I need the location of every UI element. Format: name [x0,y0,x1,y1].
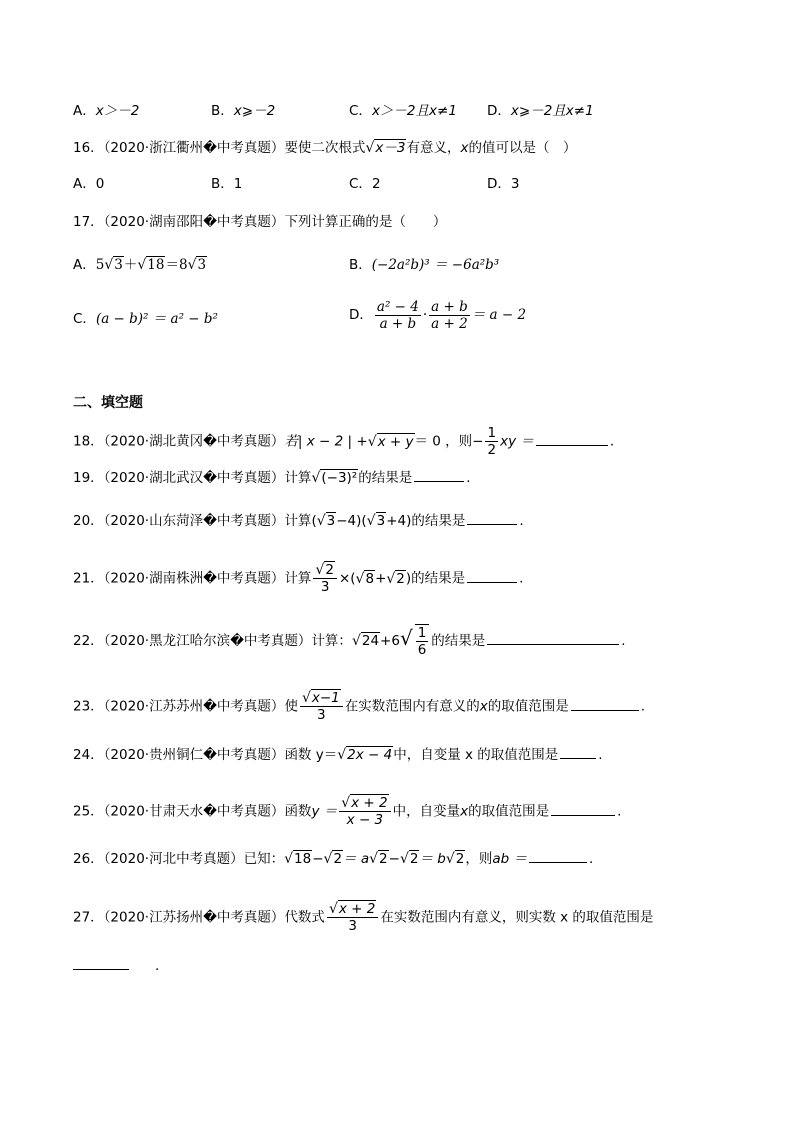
q17-option-d [349,299,526,332]
question-text: 计算 [284,570,312,587]
option-value: x＞－2 [95,103,140,119]
option-value: x⩾－2且x≠1 [510,103,594,119]
denominator: 6 [417,642,427,658]
fraction [429,299,470,332]
expression-part: +6 [380,633,400,649]
sqrt-expression: √x + y [367,433,414,450]
question-source: （2020·甘肃天水�中考真题） [103,803,285,820]
sqrt-expression: √24 [351,633,380,649]
answer-blank[interactable] [73,955,129,970]
question-text: 要使二次根式 [284,140,366,156]
question-25 [73,795,621,828]
question-source: （2020·湖南邵阳�中考真题） [103,214,285,230]
option-value: 3 [510,176,520,192]
question-text: 的结果是 [411,570,466,587]
question-number: 23． [73,698,104,715]
radicand: 2 [379,851,388,867]
question-22 [73,624,626,658]
operator: · [422,307,428,323]
question-text: 函数 [284,803,312,820]
question-24 [73,744,603,765]
question-source: （2020·浙江衢州�中考真题） [103,140,285,156]
fraction [300,690,343,723]
sqrt-expression: √3 [316,513,336,529]
question-text: 在实数范围内有意义，则实数 x 的取值范围是 [380,909,654,926]
denominator: a + b [379,316,417,332]
variable: x [460,803,469,820]
option-value: ＝ a − 2 [471,307,527,323]
radicand: 2 [396,570,405,587]
answer-blank[interactable] [467,568,517,583]
numerator: a + b [431,299,468,315]
radicand: (−3)² [321,470,358,486]
answer-blank[interactable] [529,848,587,863]
period: . [519,570,524,587]
question-26 [73,848,593,869]
question-text: 代数式 [284,909,325,926]
question-number: 19． [73,470,104,486]
sqrt-expression: √18 [284,851,312,867]
sqrt-expression: √2 [399,851,419,867]
operator: − [388,851,400,867]
section-title: 二、填空题 [73,395,143,411]
question-source: （2020·黑龙江哈尔滨�中考真题） [103,633,312,649]
option-label: D． [487,103,511,119]
expression-part: ×( [338,570,356,587]
expression-part: ab ＝ [492,851,527,867]
sqrt-expression: √2 [445,851,465,867]
question-number: 21． [73,570,104,587]
numerator: 1 [417,625,427,641]
option-label: A． [73,257,96,273]
radicand: 3 [197,257,207,273]
denominator: 3 [320,579,330,595]
radicand: 3 [326,513,336,529]
option-label: C． [349,103,372,119]
period: . [617,803,622,820]
question-text: 中，自变量 [392,803,461,820]
answer-blank[interactable] [467,510,517,525]
answer-blank[interactable] [571,696,639,711]
question-16 [73,138,576,158]
answer-blank[interactable] [551,801,615,816]
answer-blank[interactable] [414,467,464,482]
option-label: D． [487,176,511,192]
question-number: 26． [73,851,104,867]
question-source: （2020·河北中考真题） [103,851,244,867]
denominator: x − 3 [346,812,384,828]
option-value: 1 [233,176,243,192]
sqrt-expression: √2 [386,570,405,587]
option-label: D． [349,307,373,323]
question-text: 使 [284,698,298,715]
numerator: √x + 2 [327,901,378,918]
operator: − [312,851,324,867]
option-label: C． [349,176,372,192]
q16-option-b [211,174,242,194]
sqrt-expression: √8 [355,570,375,587]
question-21 [73,562,523,595]
option-value: (a − b)² ＝ a² − b² [95,311,218,327]
sqrt-expression: √3 [104,257,123,273]
q16-option-a [73,174,104,194]
period: . [621,633,626,649]
expression-part: ＝ a [343,851,370,867]
question-number: 24． [73,747,104,763]
fraction [313,562,337,595]
question-number: 22． [73,633,104,649]
question-text: 若| x − 2 | + [284,433,368,450]
denominator: 3 [348,918,357,934]
period: . [640,698,646,715]
radicand: 2 [333,851,343,867]
radicand: 2 [409,851,419,867]
fraction [415,624,430,658]
question-text: ＝ 0 ，则− [414,433,484,450]
option-value: x＞－2且x≠1 [371,103,457,119]
option-value: (−2a²b)³ ＝ −6a²b³ [371,257,500,273]
coefficient: 5 [95,257,105,273]
option-label: A． [73,103,96,119]
radicand: x + 2 [351,795,388,811]
question-text: 的取值范围是 [487,698,569,715]
q15-option-d [487,101,594,121]
q17-option-b [349,255,499,275]
numerator: 1 [487,425,497,441]
question-text: 的结果是 [431,633,486,649]
question-text: xy ＝ [500,433,534,450]
radicand: 18 [294,851,312,867]
question-source: （2020·江苏扬州�中考真题） [103,909,285,926]
period: . [598,747,603,763]
numerator: a² − 4 [376,299,419,315]
question-20 [73,510,524,531]
numerator: √x + 2 [339,795,390,812]
option-label: B． [211,103,234,119]
sqrt-expression: √3 [366,513,386,529]
period: . [519,513,524,529]
question-text: 已知： [243,851,285,867]
question-source: （2020·湖南株洲�中考真题） [103,570,285,587]
sqrt-expression: √2 [369,851,388,867]
period: . [466,470,471,486]
answer-blank[interactable] [536,431,608,446]
operator: + [375,570,387,587]
question-27 [73,901,653,934]
question-text: ，则 [465,851,493,867]
numerator: √2 [313,562,337,579]
question-text: 在实数范围内有意义的 [344,698,480,715]
question-text: 计算： [311,633,352,649]
option-label: C． [73,311,96,327]
radicand: 24 [361,633,380,649]
fraction [327,901,378,934]
q15-option-c [349,101,457,121]
option-value: 0 [95,176,105,192]
period: . [609,433,615,450]
denominator: 2 [487,442,497,458]
radicand: 18 [147,257,165,273]
question-number: 25． [73,803,104,820]
q17-option-a [73,255,207,275]
question-text: 的结果是 [358,470,413,486]
option-label: B． [211,176,234,192]
option-label: A． [73,176,96,192]
denominator: 3 [317,707,326,723]
q17-option-c [73,309,218,329]
radicand: x－3 [375,140,406,156]
question-17 [73,212,446,232]
option-label: B． [349,257,372,273]
question-number: 18． [73,433,104,450]
question-source: （2020·江苏苏州�中考真题） [103,698,285,715]
q15-option-b [211,101,275,121]
sqrt-expression: √2 [323,851,343,867]
question-text: 计算 [284,470,312,486]
radicand: 3 [114,257,123,273]
answer-blank[interactable] [487,630,619,645]
fraction [375,299,421,332]
q15-option-a [73,101,139,121]
fraction [485,425,498,458]
question-source: （2020·湖北武汉�中考真题） [103,470,285,486]
sqrt-expression: √x－3 [365,140,406,156]
question-number: 17． [73,214,104,230]
expression-part: ＝ b [419,851,446,867]
question-text: 计算 [284,513,312,529]
answer-blank[interactable] [560,744,596,759]
sqrt-expression: √2x − 4 [337,747,393,763]
sqrt-expression: √3 [187,257,207,273]
radicand: 2 [325,562,334,578]
period: . [155,958,160,974]
question-23 [73,690,645,723]
numerator: √x−1 [300,690,343,707]
question-text: 的值可以是（ ） [468,140,577,156]
paren: ) [405,570,412,587]
sqrt-expression: √18 [137,257,165,273]
radicand: 8 [365,570,375,587]
expression-part: +4) [386,513,412,529]
sqrt-expression: √(−3)² [311,470,358,486]
sqrt-expression: √ $\frac{1}{6}$ [400,624,431,658]
radicand: x−1 [311,690,340,706]
q16-option-c [349,174,381,194]
period: . [588,851,594,867]
question-18 [73,425,614,458]
radicand: 3 [376,513,386,529]
paren: ( [311,513,317,529]
variable: x [479,698,488,715]
question-text: 函数 y＝ [284,747,338,763]
question-number: 27． [73,909,104,926]
question-text: 下列计算正确的是（ ） [284,214,447,230]
fraction [339,795,390,828]
question-text: 的结果是 [411,513,466,529]
question-source: （2020·湖北黄冈�中考真题） [103,433,285,450]
radicand: x + y [377,433,414,450]
radicand: 2x − 4 [347,747,393,763]
question-source: （2020·山东菏泽�中考真题） [103,513,285,529]
denominator: a + 2 [431,316,468,332]
question-27-answer-line [73,955,159,976]
equals-expression: ＝8 [165,257,188,273]
option-value: 2 [371,176,381,192]
radicand: 2 [455,851,465,867]
expression-part: −4)( [336,513,367,529]
variable: x [460,140,469,156]
question-19 [73,467,471,488]
question-source: （2020·贵州铜仁�中考真题） [103,747,285,763]
question-text: 有意义， [406,140,461,156]
operator: ＋ [123,257,138,273]
question-number: 16． [73,140,104,156]
radicand: x + 2 [338,901,376,917]
question-text: 中，自变量 x 的取值范围是 [393,747,559,763]
question-number: 20． [73,513,104,529]
option-value: x⩾－2 [233,103,276,119]
expression-part: y ＝ [311,803,338,820]
question-text: 的取值范围是 [468,803,550,820]
q16-option-d [487,174,520,194]
